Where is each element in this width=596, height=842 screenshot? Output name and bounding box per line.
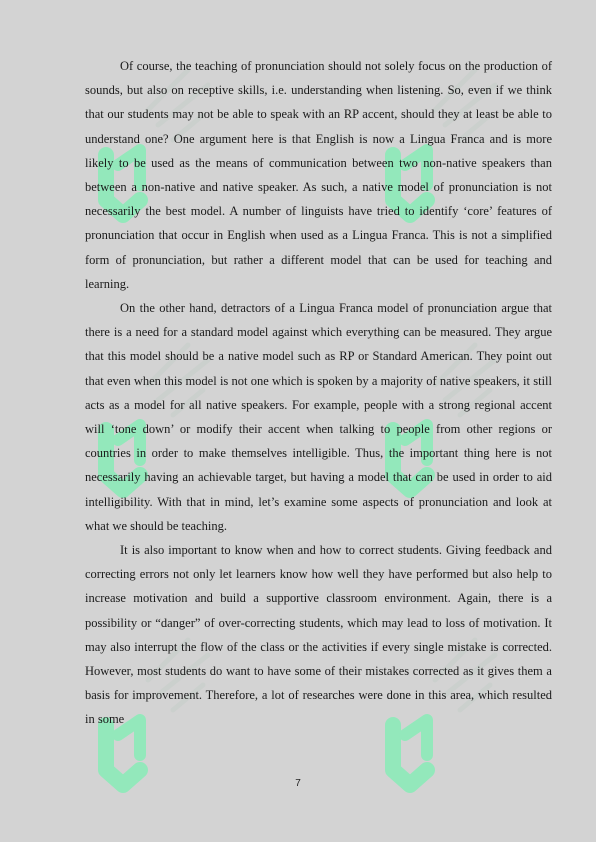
document-body [85,54,552,732]
paragraph-lingua-franca-detractors: On the other hand, detractors of a Lingua Franca model of pronunciation argue that there is a need for a standard model against which everything can be measured. They argue that this model should be a native model such as RP or Standard American. They point out that even when this model is not one which is spoken by a majority of native speakers, it still acts as a model for all native speakers. For example, people with a strong regional accent will ‘tone down’ or modify their accent when talking to people from other regions or countries in order to make themselves intelligible. Thus, the important thing here is not necessarily having an achievable target, but having a model that can be used in order to aid intelligibility. With that in mind, let’s examine some aspects of pronunciation and look at what we should be teaching. [85,301,552,533]
paragraph-pronunciation-receptive-skills: Of course, the teaching of pronunciation should not solely focus on the production of sounds, but also on receptive skills, i.e. understanding when listening. So, even if we think that our students may not be able to speak with an RP accent, should they at least be able to understand one? One argument here is that English is now a Lingua Franca and is more likely to be used as the means of communication between two non-native speakers than between a non-native and native speaker. As such, a native model of pronunciation is not necessarily the best model. A number of linguists have tried to identify ‘core’ features of pronunciation that occur in English when used as a Lingua Franca. This is not a simplified form of pronunciation, but rather a different model that can be used for teaching and learning. [85,59,552,291]
paragraph-error-correction: It is also important to know when and how to correct students. Giving feedback and correcting errors not only let learners know how well they have performed but also help to increase motivation and build a supportive classroom environment. Again, there is a possibility or “danger” of over-correcting students, which may lead to loss of motivation. It may also interrupt the flow of the class or the activities if every single mistake is corrected. However, most students do want to have some of their mistakes corrected as it gives them a basis for improvement. Therefore, a lot of researches were done in this area, which resulted in some [85,543,552,727]
page-number: 7 [295,778,301,789]
